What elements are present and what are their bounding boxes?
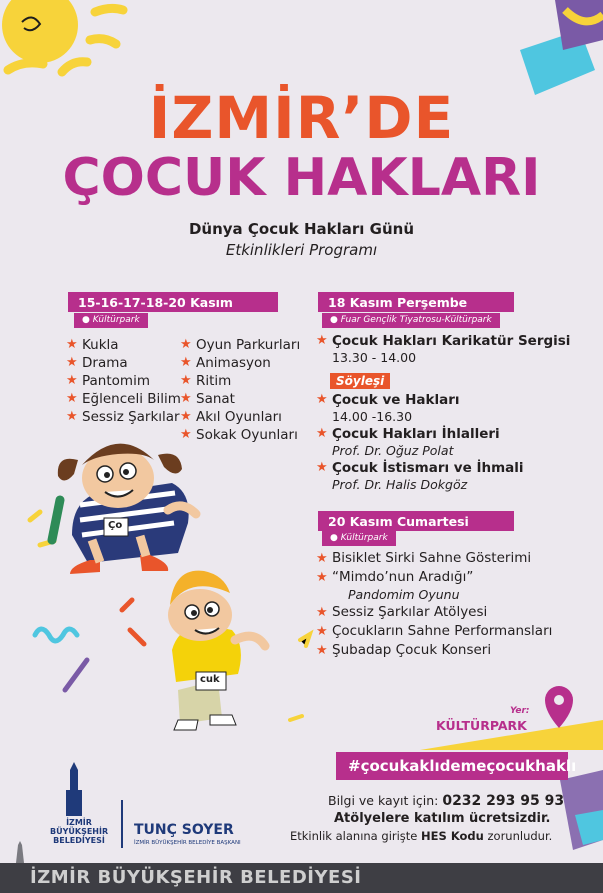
location-label: Yer: xyxy=(510,706,530,716)
municipality-line3: BELEDİYESİ xyxy=(53,836,105,845)
star-icon: ★ xyxy=(66,373,78,388)
star-icon: ★ xyxy=(180,337,192,352)
logo-divider xyxy=(121,800,123,848)
star-icon: ★ xyxy=(180,355,192,370)
municipality-line2: BÜYÜKŞEHİR xyxy=(50,827,109,836)
subtitle-line1: Dünya Çocuk Hakları Günü xyxy=(188,220,415,238)
list-item: ★ Ritim xyxy=(180,373,232,389)
star-icon: ★ xyxy=(180,373,192,388)
section1-venue-label: Kültürpark xyxy=(92,315,140,325)
hes-line xyxy=(290,829,552,843)
list-item: ★ Sessiz Şarkılar xyxy=(66,409,180,425)
star-icon: ★ xyxy=(66,391,78,406)
event-speaker: Prof. Dr. Halis Dokgöz xyxy=(332,477,468,492)
section2-venue-label: Fuar Gençlik Tiyatrosu-Kültürpark xyxy=(340,315,492,325)
orange-dash xyxy=(122,600,144,644)
purple-patch-top xyxy=(555,0,603,50)
talk-label: Söyleşi xyxy=(330,373,390,389)
mayor-title: İZMİR BÜYÜKŞEHİR BELEDİYE BAŞKANI xyxy=(134,840,241,846)
section3-venue-label: Kültürpark xyxy=(340,533,388,543)
yellow-dash-2 xyxy=(290,634,310,720)
star-icon: ★ xyxy=(316,426,328,441)
list-item: ★ Pantomim xyxy=(66,373,150,389)
star-icon: ★ xyxy=(180,391,192,406)
purple-dash xyxy=(65,660,87,690)
list-item: ★ Çocukların Sahne Performansları xyxy=(316,623,553,639)
mayor-name: TUNÇ SOYER xyxy=(134,822,234,838)
list-item: ★ Sanat xyxy=(180,391,235,407)
list-item: ★ Bisiklet Sirki Sahne Gösterimi xyxy=(316,550,532,566)
section1-venue xyxy=(74,313,148,328)
pin-icon: ● xyxy=(82,315,90,325)
character-boy xyxy=(168,571,265,730)
star-icon: ★ xyxy=(316,460,328,475)
section1-list-left xyxy=(66,336,181,426)
pin-icon: ● xyxy=(330,533,338,543)
star-icon: ★ xyxy=(66,355,78,370)
list-item: ★ Eğlenceli Bilim xyxy=(66,391,181,407)
location-pin-icon xyxy=(545,686,573,728)
list-item: ★ Oyun Parkurları xyxy=(180,337,301,353)
list-item: ★ Drama xyxy=(66,355,128,371)
municipality-logo xyxy=(50,818,108,845)
subtitle-line2: Etkinlikleri Programı xyxy=(225,241,378,259)
phone-number: 0232 293 95 93 xyxy=(442,793,565,809)
star-icon: ★ xyxy=(316,643,328,658)
section1-date-banner: 15-16-17-18-20 Kasım xyxy=(68,292,278,312)
event-title: ★ Çocuk Hakları İhlalleri xyxy=(316,426,500,442)
clock-tower-icon xyxy=(66,762,82,816)
event-title: ★ Çocuk ve Hakları xyxy=(316,392,460,408)
event-title: ★ Çocuk Hakları Karikatür Sergisi xyxy=(316,333,571,349)
footer-tower-icon xyxy=(16,841,24,863)
star-icon: ★ xyxy=(66,409,78,424)
hes-bold: HES Kodu xyxy=(421,829,484,843)
star-icon: ★ xyxy=(180,409,192,424)
event-time: 13.30 - 14.00 xyxy=(332,350,417,365)
free-text: Atölyelere katılım ücretsizdir. xyxy=(334,811,551,826)
section3-list xyxy=(316,549,552,660)
list-item: ★ Animasyon xyxy=(180,355,271,371)
section3-venue xyxy=(322,531,396,546)
list-item: ★ Kukla xyxy=(66,337,119,353)
section3-date-banner: 20 Kasım Cumartesi xyxy=(318,511,514,531)
star-icon: ★ xyxy=(316,333,328,348)
municipality-line1: İZMİR xyxy=(66,818,92,827)
event-time: 14.00 -16.30 xyxy=(332,409,413,424)
phone-line xyxy=(328,793,564,809)
pin-icon: ● xyxy=(330,315,338,325)
section2-date-banner: 18 Kasım Perşembe xyxy=(318,292,514,312)
star-icon: ★ xyxy=(316,570,328,585)
title-line2: ÇOCUK HAKLARI xyxy=(62,148,541,208)
phone-label: Bilgi ve kayıt için: xyxy=(328,793,439,808)
list-item-sub: Pandomim Oyunu xyxy=(348,587,460,602)
event-title: ★ Çocuk İstismarı ve İhmali xyxy=(316,460,524,476)
shirt-label-girl: Ço xyxy=(108,520,123,531)
hashtag-banner: #çocukaklıdemeçocukhaklı xyxy=(336,752,568,780)
star-icon: ★ xyxy=(180,427,192,442)
section2-events xyxy=(316,332,596,493)
section2-venue xyxy=(322,313,500,328)
list-item: ★ Sokak Oyunları xyxy=(180,427,298,443)
list-item: ★ Şubadap Çocuk Konseri xyxy=(316,642,492,658)
title-line1: İZMİR’DE xyxy=(148,84,455,152)
star-icon: ★ xyxy=(316,392,328,407)
hes-suffix: zorunludur. xyxy=(483,829,553,843)
list-item: ★ “Mimdo’nun Aradığı” xyxy=(316,569,474,585)
character-girl xyxy=(52,444,196,574)
sun-shape xyxy=(2,0,78,63)
hes-prefix: Etkinlik alanına girişte xyxy=(290,829,422,843)
footer-text: İZMİR BÜYÜKŞEHİR BELEDİYESİ xyxy=(30,867,362,888)
section1-list-right xyxy=(180,336,300,444)
star-icon: ★ xyxy=(316,605,328,620)
shirt-label-boy: cuk xyxy=(200,674,220,685)
event-speaker: Prof. Dr. Oğuz Polat xyxy=(332,443,454,458)
cyan-wave xyxy=(35,629,77,641)
star-icon: ★ xyxy=(316,624,328,639)
list-item: ★ Sessiz Şarkılar Atölyesi xyxy=(316,604,488,620)
star-icon: ★ xyxy=(66,337,78,352)
location-name: KÜLTÜRPARK xyxy=(436,718,527,733)
list-item: ★ Akıl Oyunları xyxy=(180,409,282,425)
star-icon: ★ xyxy=(316,551,328,566)
